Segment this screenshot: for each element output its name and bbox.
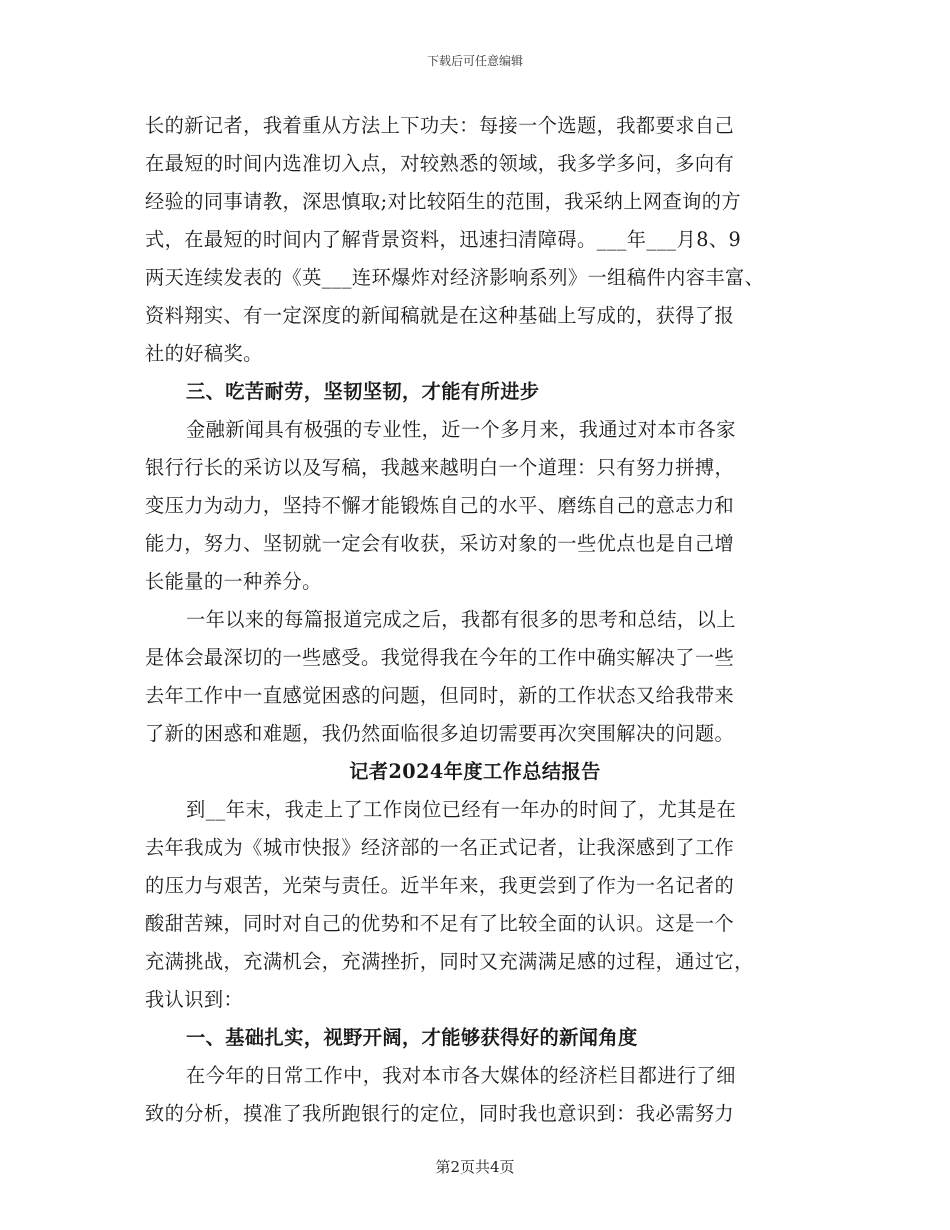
paragraph-line: 充满挑战，充满机会，充满挫折，同时又充满满足感的过程，通过它， (145, 950, 754, 973)
paragraph-line: 致的分析，摸准了我所跑银行的定位，同时我也意识到：我必需努力 (145, 1102, 735, 1125)
paragraph-line: 我认识到： (145, 988, 244, 1011)
paragraph-line: 资料翔实、有一定深度的新闻稿就是在这种基础上写成的，获得了报 (145, 304, 735, 327)
page-number: 第2页共4页 (435, 1158, 515, 1176)
paragraph-line: 了新的困惑和难题，我仍然面临很多迫切需要再次突围解决的问题。 (145, 722, 735, 745)
paragraph-line: 社的好稿奖。 (145, 342, 263, 365)
paragraph-line: 经验的同事请教，深思慎取;对比较陌生的范围，我采纳上网查询的方 (145, 190, 742, 213)
page-header-note: 下载后可任意编辑 (426, 54, 523, 68)
paragraph-line: 两天连续发表的《英___连环爆炸对经济影响系列》一组稿件内容丰富、 (145, 266, 765, 289)
paragraph-line: 长能量的一种养分。 (145, 570, 322, 593)
paragraph-line: 去年工作中一直感觉困惑的问题，但同时，新的工作状态又给我带来 (145, 684, 735, 707)
paragraph-line: 到__年末，我走上了工作岗位已经有一年办的时间了，尤其是在 (186, 798, 737, 821)
paragraph-line: 能力，努力、坚韧就一定会有收获，采访对象的一些优点也是自己增 (145, 532, 735, 555)
paragraph-line: 变压力为动力，坚持不懈才能锻炼自己的水平、磨练自己的意志力和 (145, 494, 735, 517)
paragraph-line: 式，在最短的时间内了解背景资料，迅速扫清障碍。___年___月8、9 (145, 228, 742, 251)
paragraph-line: 银行行长的采访以及写稿，我越来越明白一个道理：只有努力拼搏， (145, 456, 735, 479)
paragraph-line: 酸甜苦辣，同时对自己的优势和不足有了比较全面的认识。这是一个 (145, 912, 735, 935)
paragraph-line: 在今年的日常工作中，我对本市各大媒体的经济栏目都进行了细 (186, 1064, 736, 1087)
paragraph-line: 长的新记者，我着重从方法上下功夫：每接一个选题，我都要求自己 (145, 114, 735, 137)
paragraph-line: 去年我成为《城市快报》经济部的一名正式记者，让我深感到了工作 (145, 836, 735, 859)
paragraph-line: 在最短的时间内选准切入点，对较熟悉的领域，我多学多问，多向有 (145, 152, 735, 175)
paragraph-line: 的压力与艰苦，光荣与责任。近半年来，我更尝到了作为一名记者的 (145, 874, 735, 897)
paragraph-line: 一年以来的每篇报道完成之后，我都有很多的思考和总结，以上 (186, 608, 736, 631)
section-heading: 一、基础扎实，视野开阔，才能够获得好的新闻角度 (186, 1026, 638, 1049)
paragraph-line: 是体会最深切的一些感受。我觉得我在今年的工作中确实解决了一些 (145, 646, 735, 669)
paragraph-line: 金融新闻具有极强的专业性，近一个多月来，我通过对本市各家 (186, 418, 736, 441)
section-heading: 三、吃苦耐劳，坚韧坚韧，才能有所进步 (186, 380, 540, 403)
document-title: 记者2024年度工作总结报告 (349, 760, 601, 783)
